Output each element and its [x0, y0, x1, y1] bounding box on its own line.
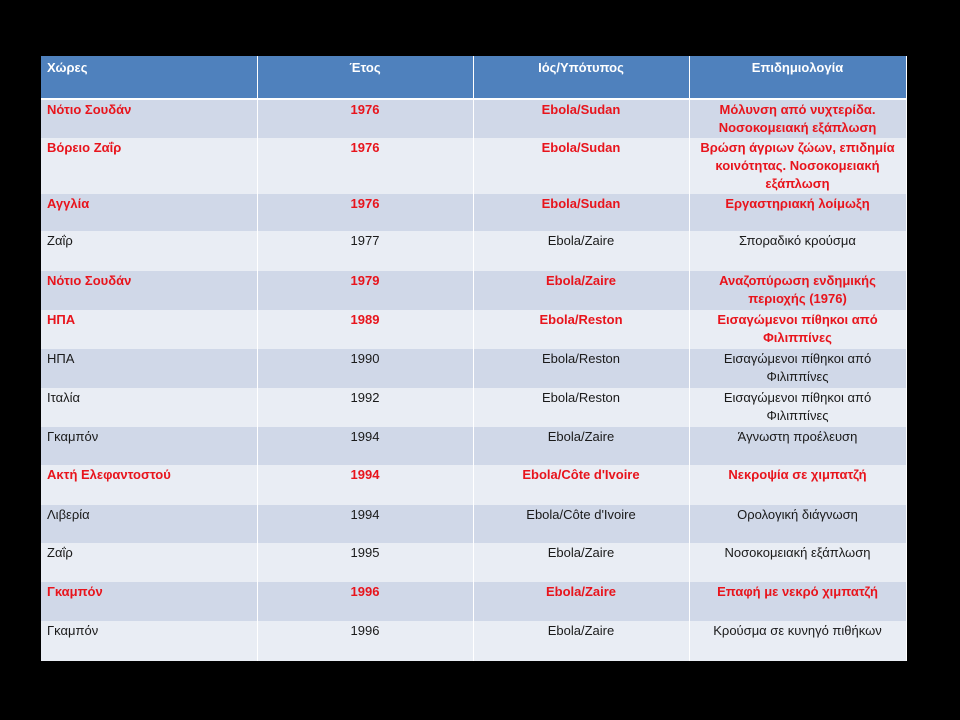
- cell-year: 1976: [257, 99, 473, 138]
- table-body: [41, 99, 906, 661]
- cell-epidemiology: Σποραδικό κρούσμα: [689, 231, 906, 271]
- table-header-row: [41, 56, 906, 99]
- header-countries: Χώρες: [41, 56, 257, 99]
- table-row: [41, 582, 906, 621]
- cell-year: 1996: [257, 582, 473, 621]
- header-year: Έτος: [257, 56, 473, 99]
- cell-year: 1979: [257, 271, 473, 310]
- cell-virus-subtype: Ebola/Zaire: [473, 271, 689, 310]
- cell-country: Ζαΐρ: [41, 231, 257, 271]
- cell-year: 1976: [257, 138, 473, 194]
- table-row: [41, 505, 906, 543]
- cell-epidemiology: Νοσοκομειακή εξάπλωση: [689, 543, 906, 582]
- table-row: [41, 621, 906, 661]
- cell-virus-subtype: Ebola/Reston: [473, 388, 689, 427]
- cell-virus-subtype: Ebola/Zaire: [473, 543, 689, 582]
- cell-epidemiology: Βρώση άγριων ζώων, επιδημία κοινότητας. Νοσοκομειακή εξάπλωση: [689, 138, 906, 194]
- cell-epidemiology: Εισαγώμενοι πίθηκοι από Φιλιππίνες: [689, 310, 906, 349]
- cell-country: Αγγλία: [41, 194, 257, 231]
- cell-country: Γκαμπόν: [41, 582, 257, 621]
- table-row: [41, 231, 906, 271]
- table-row: [41, 427, 906, 465]
- cell-country: ΗΠΑ: [41, 310, 257, 349]
- cell-country: Ζαΐρ: [41, 543, 257, 582]
- header-epidemiology: Επιδημιολογία: [689, 56, 906, 99]
- cell-epidemiology: Εισαγώμενοι πίθηκοι από Φιλιππίνες: [689, 388, 906, 427]
- table-row: [41, 388, 906, 427]
- cell-country: Βόρειο Ζαΐρ: [41, 138, 257, 194]
- cell-country: ΗΠΑ: [41, 349, 257, 388]
- cell-virus-subtype: Ebola/Sudan: [473, 99, 689, 138]
- cell-year: 1994: [257, 465, 473, 505]
- table-row: [41, 194, 906, 231]
- table-row: [41, 543, 906, 582]
- cell-year: 1996: [257, 621, 473, 661]
- cell-country: Γκαμπόν: [41, 621, 257, 661]
- cell-virus-subtype: Ebola/Zaire: [473, 427, 689, 465]
- cell-epidemiology: Επαφή με νεκρό χιμπατζή: [689, 582, 906, 621]
- cell-epidemiology: Άγνωστη προέλευση: [689, 427, 906, 465]
- table-row: [41, 271, 906, 310]
- cell-virus-subtype: Ebola/Sudan: [473, 194, 689, 231]
- cell-year: 1994: [257, 427, 473, 465]
- cell-year: 1994: [257, 505, 473, 543]
- cell-epidemiology: Αναζοπύρωση ενδημικής περιοχής (1976): [689, 271, 906, 310]
- cell-virus-subtype: Ebola/Côte d'Ivoire: [473, 465, 689, 505]
- cell-year: 1990: [257, 349, 473, 388]
- cell-country: Νότιο Σουδάν: [41, 99, 257, 138]
- table-row: [41, 465, 906, 505]
- cell-country: Λιβερία: [41, 505, 257, 543]
- cell-year: 1977: [257, 231, 473, 271]
- cell-virus-subtype: Ebola/Côte d'Ivoire: [473, 505, 689, 543]
- cell-country: Ιταλία: [41, 388, 257, 427]
- cell-epidemiology: Εργαστηριακή λοίμωξη: [689, 194, 906, 231]
- cell-epidemiology: Μόλυνση από νυχτερίδα. Νοσοκομειακή εξάπλωση: [689, 99, 906, 138]
- cell-country: Ακτή Ελεφαντοστού: [41, 465, 257, 505]
- ebola-outbreaks-table: [41, 56, 907, 661]
- header-virus-subtype: Ιός/Υπότυπος: [473, 56, 689, 99]
- cell-virus-subtype: Ebola/Reston: [473, 310, 689, 349]
- cell-year: 1976: [257, 194, 473, 231]
- cell-virus-subtype: Ebola/Zaire: [473, 231, 689, 271]
- cell-virus-subtype: Ebola/Sudan: [473, 138, 689, 194]
- cell-year: 1989: [257, 310, 473, 349]
- cell-virus-subtype: Ebola/Zaire: [473, 621, 689, 661]
- cell-year: 1995: [257, 543, 473, 582]
- table-row: [41, 99, 906, 138]
- cell-virus-subtype: Ebola/Reston: [473, 349, 689, 388]
- cell-epidemiology: Νεκροψία σε χιμπατζή: [689, 465, 906, 505]
- cell-country: Γκαμπόν: [41, 427, 257, 465]
- table-row: [41, 138, 906, 194]
- cell-epidemiology: Ορολογική διάγνωση: [689, 505, 906, 543]
- cell-virus-subtype: Ebola/Zaire: [473, 582, 689, 621]
- cell-country: Νότιο Σουδάν: [41, 271, 257, 310]
- table-row: [41, 349, 906, 388]
- cell-epidemiology: Εισαγώμενοι πίθηκοι από Φιλιππίνες: [689, 349, 906, 388]
- table-row: [41, 310, 906, 349]
- cell-year: 1992: [257, 388, 473, 427]
- cell-epidemiology: Κρούσμα σε κυνηγό πιθήκων: [689, 621, 906, 661]
